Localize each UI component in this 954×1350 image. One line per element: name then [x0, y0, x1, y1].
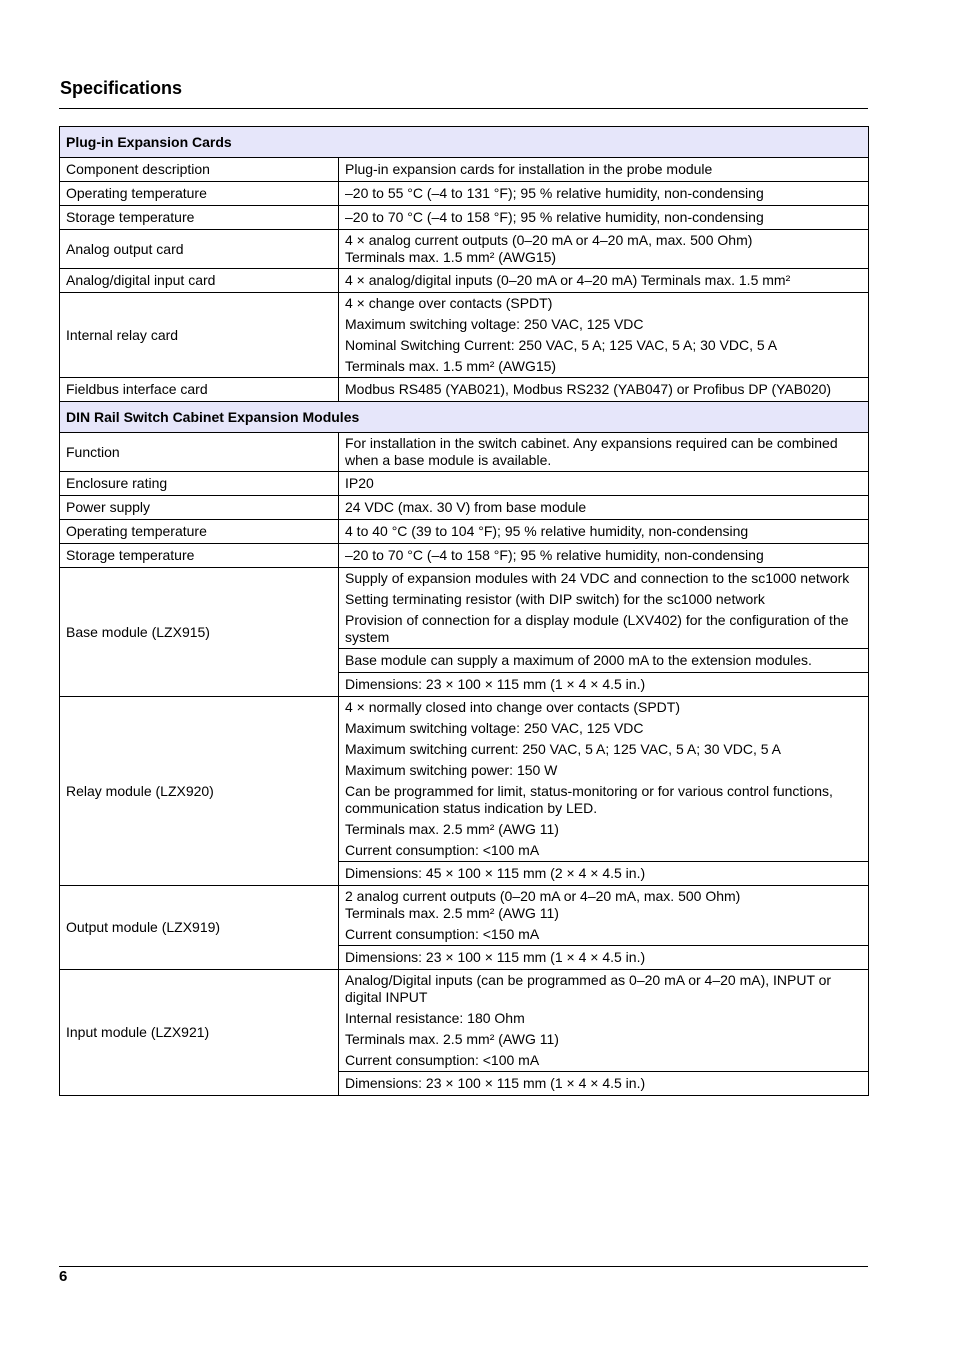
footer-divider: [59, 1266, 868, 1267]
spec-value-line: [345, 888, 862, 922]
specifications-table: [59, 126, 869, 1096]
spec-value-line: –20 to 70 °C (–4 to 158 °F); 95 % relative humidity, non-condensing: [345, 209, 764, 225]
table-row: [60, 970, 869, 1072]
spec-value-line: Maximum switching current: 250 VAC, 5 A; 125 VAC, 5 A; 30 VDC, 5 A: [345, 741, 782, 757]
spec-label: Relay module (LZX920): [60, 697, 339, 886]
table-row: [60, 520, 869, 544]
spec-label: Operating temperature: [60, 182, 339, 206]
table-row: [60, 697, 869, 862]
spec-value: [339, 378, 869, 402]
spec-value-line: Maximum switching voltage: 250 VAC, 125 VDC: [345, 720, 644, 736]
table-row: [60, 472, 869, 496]
spec-value-subline: 4 × analog current outputs (0–20 mA or 4–20 mA, max. 500 Ohm): [345, 232, 753, 248]
specifications-table-body: [60, 127, 869, 1096]
spec-value: [339, 206, 869, 230]
spec-value-line: IP20: [345, 475, 374, 491]
spec-value-line: Current consumption: <100 mA: [345, 1052, 540, 1068]
table-row: [60, 206, 869, 230]
table-row: [60, 433, 869, 472]
spec-value: [339, 269, 869, 293]
spec-value: [339, 568, 869, 649]
table-row: [60, 378, 869, 402]
spec-value-line: –20 to 70 °C (–4 to 158 °F); 95 % relative humidity, non-condensing: [345, 547, 764, 563]
spec-value-line: Dimensions: 23 × 100 × 115 mm (1 × 4 × 4.5 in.): [345, 1075, 646, 1091]
table-row: [60, 886, 869, 946]
spec-value: [339, 158, 869, 182]
section-heading: DIN Rail Switch Cabinet Expansion Modules: [60, 402, 869, 433]
spec-value-line: Plug-in expansion cards for installation in the probe module: [345, 161, 713, 177]
spec-value: [339, 886, 869, 946]
spec-value-line: 24 VDC (max. 30 V) from base module: [345, 499, 587, 515]
table-row: [60, 182, 869, 206]
spec-value: [339, 496, 869, 520]
spec-value: [339, 697, 869, 862]
spec-value-line: 4 × normally closed into change over contacts (SPDT): [345, 699, 680, 715]
table-row: [60, 269, 869, 293]
spec-label: Storage temperature: [60, 206, 339, 230]
spec-label: Storage temperature: [60, 544, 339, 568]
table-row: [60, 158, 869, 182]
spec-value: [339, 433, 869, 472]
table-row: [60, 544, 869, 568]
spec-value-line: Current consumption: <100 mA: [345, 842, 540, 858]
spec-value-line: Internal resistance: 180 Ohm: [345, 1010, 525, 1026]
spec-value-subline: 2 analog current outputs (0–20 mA or 4–20 mA, max. 500 Ohm): [345, 888, 741, 904]
spec-value-line: Terminals max. 2.5 mm² (AWG 11): [345, 821, 559, 837]
spec-value-line: Terminals max. 1.5 mm² (AWG15): [345, 358, 557, 374]
page-title: Specifications: [60, 78, 183, 98]
spec-value-line: [345, 232, 862, 266]
spec-label: Internal relay card: [60, 293, 339, 378]
spec-value-line: Can be programmed for limit, status-monitoring or for various control functions, communication status indication by LED.: [345, 783, 833, 816]
section-header-row: [60, 127, 869, 158]
spec-label: Input module (LZX921): [60, 970, 339, 1096]
spec-value-line: Modbus RS485 (YAB021), Modbus RS232 (YAB047) or Profibus DP (YAB020): [345, 381, 832, 397]
spec-value-line: Nominal Switching Current: 250 VAC, 5 A; 125 VAC, 5 A; 30 VDC, 5 A: [345, 337, 778, 353]
spec-value: [339, 673, 869, 697]
spec-label: Enclosure rating: [60, 472, 339, 496]
spec-value-line: 4 to 40 °C (39 to 104 °F); 95 % relative humidity, non-condensing: [345, 523, 749, 539]
spec-value: [339, 970, 869, 1072]
spec-label: Base module (LZX915): [60, 568, 339, 697]
spec-value: [339, 520, 869, 544]
spec-value: [339, 182, 869, 206]
spec-value-line: –20 to 55 °C (–4 to 131 °F); 95 % relative humidity, non-condensing: [345, 185, 764, 201]
spec-label: Power supply: [60, 496, 339, 520]
spec-value-line: Current consumption: <150 mA: [345, 926, 540, 942]
spec-value-line: For installation in the switch cabinet. Any expansions required can be combined when a base module is available.: [345, 435, 838, 468]
spec-label: Operating temperature: [60, 520, 339, 544]
spec-value: [339, 1072, 869, 1096]
table-row: [60, 496, 869, 520]
spec-value-line: Provision of connection for a display module (LXV402) for the configuration of the system: [345, 612, 849, 645]
section-heading: Plug-in Expansion Cards: [60, 127, 869, 158]
spec-value-line: Dimensions: 45 × 100 × 115 mm (2 × 4 × 4.5 in.): [345, 865, 646, 881]
spec-label: Component description: [60, 158, 339, 182]
spec-value-line: Setting terminating resistor (with DIP switch) for the sc1000 network: [345, 591, 765, 607]
table-row: [60, 230, 869, 269]
spec-value-line: Supply of expansion modules with 24 VDC and connection to the sc1000 network: [345, 570, 850, 586]
table-row: [60, 293, 869, 378]
spec-value-line: Dimensions: 23 × 100 × 115 mm (1 × 4 × 4.5 in.): [345, 949, 646, 965]
spec-value-line: Analog/Digital inputs (can be programmed as 0–20 mA or 4–20 mA), INPUT or digital INPUT: [345, 972, 832, 1005]
spec-label: Analog/digital input card: [60, 269, 339, 293]
table-row: [60, 568, 869, 649]
spec-label: Fieldbus interface card: [60, 378, 339, 402]
spec-value-line: Maximum switching voltage: 250 VAC, 125 VDC: [345, 316, 644, 332]
page-number: 6: [59, 1268, 68, 1285]
spec-value: [339, 544, 869, 568]
spec-value-line: Dimensions: 23 × 100 × 115 mm (1 × 4 × 4.5 in.): [345, 676, 646, 692]
spec-value: [339, 862, 869, 886]
spec-value: [339, 649, 869, 673]
spec-value-line: Maximum switching power: 150 W: [345, 762, 558, 778]
title-divider: [59, 108, 868, 109]
spec-value: [339, 293, 869, 378]
spec-label: Analog output card: [60, 230, 339, 269]
spec-label: Function: [60, 433, 339, 472]
spec-value: [339, 230, 869, 269]
section-header-row: [60, 402, 869, 433]
spec-value-subline: Terminals max. 1.5 mm² (AWG15): [345, 249, 557, 265]
spec-value-line: 4 × change over contacts (SPDT): [345, 295, 553, 311]
spec-value-line: 4 × analog/digital inputs (0–20 mA or 4–20 mA) Terminals max. 1.5 mm²: [345, 272, 791, 288]
spec-value-subline: Terminals max. 2.5 mm² (AWG 11): [345, 905, 559, 921]
spec-value: [339, 946, 869, 970]
spec-label: Output module (LZX919): [60, 886, 339, 970]
spec-value: [339, 472, 869, 496]
spec-value-line: Terminals max. 2.5 mm² (AWG 11): [345, 1031, 559, 1047]
spec-value-line: Base module can supply a maximum of 2000 mA to the extension modules.: [345, 652, 812, 668]
